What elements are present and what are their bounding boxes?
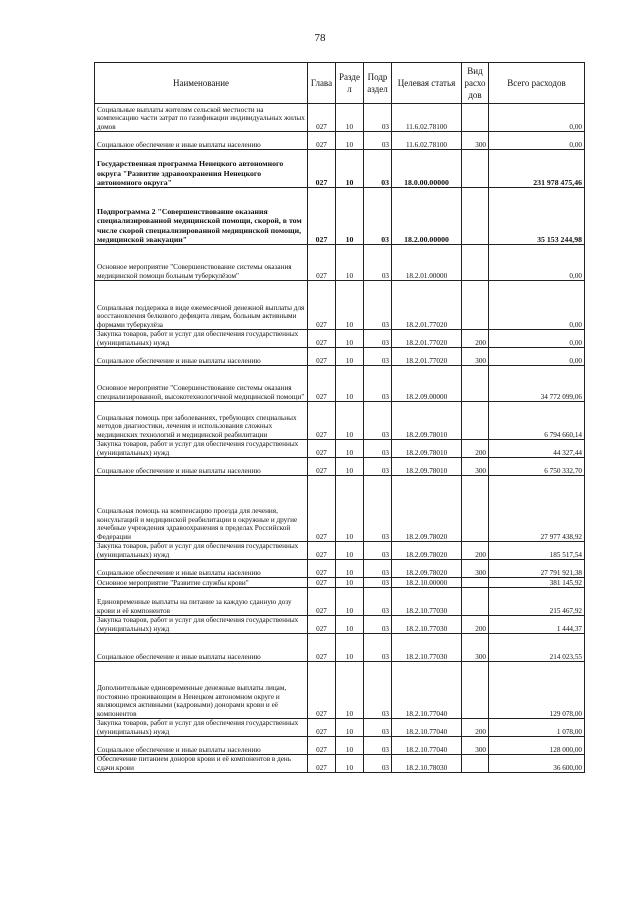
cell-expense-type	[462, 188, 489, 245]
cell-target: 18.2.01.00000	[392, 245, 462, 281]
cell-name: Дополнительные единовременные денежные выплаты лицам, постоянно проживающим в Ненецком автономном округе и являющимся активными (кадровыми) донорами крови и её компонентов	[95, 662, 308, 719]
cell-total: 231 978 475,46	[489, 150, 585, 188]
cell-target: 18.2.10.77030	[392, 634, 462, 662]
cell-section: 10	[336, 245, 364, 281]
cell-chapter: 027	[308, 662, 336, 719]
cell-chapter: 027	[308, 634, 336, 662]
cell-subsection: 03	[364, 104, 392, 132]
cell-expense-type: 300	[462, 132, 489, 150]
cell-name: Государственная программа Ненецкого автономного округа "Развитие здравоохранения Ненецкого автономного округа"	[95, 150, 308, 188]
cell-chapter: 027	[308, 560, 336, 578]
cell-section: 10	[336, 719, 364, 737]
cell-subsection: 03	[364, 150, 392, 188]
cell-chapter: 027	[308, 578, 336, 588]
cell-chapter: 027	[308, 737, 336, 755]
cell-expense-type	[462, 402, 489, 440]
cell-total: 1 444,37	[489, 616, 585, 634]
cell-target: 18.2.10.77040	[392, 737, 462, 755]
cell-expense-type: 200	[462, 542, 489, 560]
cell-chapter: 027	[308, 348, 336, 366]
cell-section: 10	[336, 662, 364, 719]
table-row	[95, 440, 585, 458]
cell-expense-type: 300	[462, 348, 489, 366]
cell-expense-type	[462, 245, 489, 281]
budget-table	[94, 62, 585, 773]
cell-subsection: 03	[364, 542, 392, 560]
cell-subsection: 03	[364, 476, 392, 542]
cell-subsection: 03	[364, 755, 392, 773]
cell-subsection: 03	[364, 616, 392, 634]
cell-name: Закупка товаров, работ и услуг для обеспечения государственных (муниципальных) нужд	[95, 440, 308, 458]
cell-expense-type: 200	[462, 616, 489, 634]
cell-total: 214 023,55	[489, 634, 585, 662]
table-row	[95, 476, 585, 542]
cell-target: 18.2.10.77030	[392, 588, 462, 616]
cell-subsection: 03	[364, 440, 392, 458]
cell-target: 18.2.09.78020	[392, 542, 462, 560]
cell-name: Закупка товаров, работ и услуг для обеспечения государственных (муниципальных) нужд	[95, 330, 308, 348]
cell-name: Социальное обеспечение и иные выплаты населению	[95, 634, 308, 662]
cell-section: 10	[336, 188, 364, 245]
cell-expense-type: 300	[462, 458, 489, 476]
cell-chapter: 027	[308, 616, 336, 634]
cell-target: 18.2.00.00000	[392, 188, 462, 245]
cell-subsection: 03	[364, 281, 392, 330]
cell-target: 18.2.09.78010	[392, 440, 462, 458]
table-row	[95, 737, 585, 755]
table-row	[95, 104, 585, 132]
cell-total: 6 794 660,14	[489, 402, 585, 440]
cell-total: 35 153 244,98	[489, 188, 585, 245]
cell-target: 18.2.01.77020	[392, 281, 462, 330]
cell-target: 18.2.09.00000	[392, 366, 462, 402]
cell-name: Подпрограмма 2 "Совершенствование оказания специализированной медицинской помощи, скорой, в том числе скорой специализированной медицинской помощи, медицинской эвакуации"	[95, 188, 308, 245]
cell-expense-type	[462, 578, 489, 588]
table-row	[95, 402, 585, 440]
cell-target: 18.2.10.77040	[392, 662, 462, 719]
cell-subsection: 03	[364, 188, 392, 245]
cell-target: 18.2.09.78020	[392, 560, 462, 578]
cell-subsection: 03	[364, 588, 392, 616]
table-row	[95, 245, 585, 281]
cell-total: 0,00	[489, 330, 585, 348]
cell-expense-type	[462, 476, 489, 542]
cell-chapter: 027	[308, 245, 336, 281]
cell-section: 10	[336, 560, 364, 578]
cell-subsection: 03	[364, 330, 392, 348]
cell-target: 11.6.02.78100	[392, 132, 462, 150]
cell-chapter: 027	[308, 402, 336, 440]
cell-section: 10	[336, 330, 364, 348]
cell-target: 18.2.10.78030	[392, 755, 462, 773]
cell-total: 0,00	[489, 132, 585, 150]
cell-target: 11.6.02.78100	[392, 104, 462, 132]
cell-total: 0,00	[489, 245, 585, 281]
cell-target: 18.2.09.78010	[392, 458, 462, 476]
table-row	[95, 588, 585, 616]
header-expense-type: Вид расхо дов	[462, 63, 489, 104]
cell-subsection: 03	[364, 458, 392, 476]
cell-expense-type	[462, 662, 489, 719]
cell-chapter: 027	[308, 104, 336, 132]
header-chapter: Глава	[308, 63, 336, 104]
table-row	[95, 616, 585, 634]
cell-total: 215 467,92	[489, 588, 585, 616]
cell-chapter: 027	[308, 458, 336, 476]
cell-name: Социальное обеспечение и иные выплаты населению	[95, 458, 308, 476]
cell-expense-type	[462, 755, 489, 773]
cell-target: 18.2.10.77040	[392, 719, 462, 737]
cell-section: 10	[336, 104, 364, 132]
cell-section: 10	[336, 366, 364, 402]
cell-chapter: 027	[308, 542, 336, 560]
cell-name: Социальные выплаты жителям сельской местности на компенсацию части затрат по газификации индивидуальных жилых домов	[95, 104, 308, 132]
table-row	[95, 662, 585, 719]
cell-expense-type	[462, 281, 489, 330]
cell-chapter: 027	[308, 588, 336, 616]
table-row	[95, 330, 585, 348]
cell-subsection: 03	[364, 634, 392, 662]
cell-target: 18.2.01.77020	[392, 348, 462, 366]
cell-section: 10	[336, 150, 364, 188]
cell-expense-type: 200	[462, 330, 489, 348]
cell-total: 129 078,00	[489, 662, 585, 719]
cell-subsection: 03	[364, 245, 392, 281]
cell-chapter: 027	[308, 188, 336, 245]
cell-expense-type: 300	[462, 560, 489, 578]
table-row	[95, 542, 585, 560]
cell-target: 18.2.10.77030	[392, 616, 462, 634]
cell-total: 1 078,00	[489, 719, 585, 737]
cell-name: Социальная поддержка в виде ежемесячной денежной выплаты для восстановления белкового дефицита лицам, больным активными формами туберкулёза	[95, 281, 308, 330]
cell-chapter: 027	[308, 476, 336, 542]
cell-name: Обеспечение питанием доноров крови и её компонентов в день сдачи крови	[95, 755, 308, 773]
cell-section: 10	[336, 578, 364, 588]
cell-section: 10	[336, 476, 364, 542]
cell-chapter: 027	[308, 150, 336, 188]
table-row	[95, 634, 585, 662]
cell-subsection: 03	[364, 578, 392, 588]
table-row	[95, 560, 585, 578]
cell-chapter: 027	[308, 719, 336, 737]
table-row	[95, 366, 585, 402]
header-name: Наименование	[95, 63, 308, 104]
cell-name: Закупка товаров, работ и услуг для обеспечения государственных (муниципальных) нужд	[95, 542, 308, 560]
cell-chapter: 027	[308, 440, 336, 458]
cell-name: Социальное обеспечение и иные выплаты населению	[95, 560, 308, 578]
cell-section: 10	[336, 616, 364, 634]
cell-name: Социальное обеспечение и иные выплаты населению	[95, 348, 308, 366]
cell-section: 10	[336, 755, 364, 773]
cell-total: 44 327,44	[489, 440, 585, 458]
cell-total: 6 750 332,70	[489, 458, 585, 476]
cell-name: Закупка товаров, работ и услуг для обеспечения государственных (муниципальных) нужд	[95, 616, 308, 634]
cell-name: Социальная помощь при заболеваниях, требующих специальных методов диагностики, лечения и использования сложных медицинских технологий и медицинской реабилитации	[95, 402, 308, 440]
cell-total: 0,00	[489, 281, 585, 330]
table-row	[95, 755, 585, 773]
cell-name: Основное мероприятие "Совершенствование системы оказания медицинской помощи больным туберкулёзом"	[95, 245, 308, 281]
header-section: Разде л	[336, 63, 364, 104]
cell-section: 10	[336, 588, 364, 616]
cell-chapter: 027	[308, 755, 336, 773]
table-row	[95, 281, 585, 330]
table-row	[95, 132, 585, 150]
cell-expense-type: 200	[462, 719, 489, 737]
cell-section: 10	[336, 458, 364, 476]
cell-total: 128 000,00	[489, 737, 585, 755]
cell-name: Социальное обеспечение и иные выплаты населению	[95, 737, 308, 755]
table-row	[95, 348, 585, 366]
cell-name: Основное мероприятие "Развитие службы крови"	[95, 578, 308, 588]
cell-section: 10	[336, 348, 364, 366]
cell-total: 0,00	[489, 348, 585, 366]
cell-subsection: 03	[364, 402, 392, 440]
cell-subsection: 03	[364, 348, 392, 366]
table-row	[95, 188, 585, 245]
table-body	[95, 104, 585, 773]
cell-section: 10	[336, 542, 364, 560]
cell-section: 10	[336, 737, 364, 755]
cell-expense-type	[462, 588, 489, 616]
cell-name: Основное мероприятие "Совершенствование системы оказания специализированной, высокотехнологичной медицинской помощи"	[95, 366, 308, 402]
table-header-row	[95, 63, 585, 104]
cell-name: Единовременные выплаты на питание за каждую сданную дозу крови и её компонентов	[95, 588, 308, 616]
table-row	[95, 719, 585, 737]
table-row	[95, 150, 585, 188]
cell-name: Социальное обеспечение и иные выплаты населению	[95, 132, 308, 150]
cell-total: 36 600,00	[489, 755, 585, 773]
page-number: 78	[314, 32, 326, 44]
cell-subsection: 03	[364, 366, 392, 402]
cell-subsection: 03	[364, 662, 392, 719]
cell-expense-type	[462, 150, 489, 188]
cell-total: 27 791 921,38	[489, 560, 585, 578]
cell-expense-type: 300	[462, 737, 489, 755]
cell-name: Закупка товаров, работ и услуг для обеспечения государственных (муниципальных) нужд	[95, 719, 308, 737]
cell-target: 18.2.09.78020	[392, 476, 462, 542]
cell-subsection: 03	[364, 737, 392, 755]
cell-section: 10	[336, 440, 364, 458]
cell-expense-type	[462, 366, 489, 402]
cell-total: 381 145,92	[489, 578, 585, 588]
cell-total: 27 977 438,92	[489, 476, 585, 542]
header-subsection: Подр аздел	[364, 63, 392, 104]
cell-name: Социальная помощь на компенсацию проезда для лечения, консультаций и медицинской реабилитации в окружные и другие лечебные учреждения здравоохранения в пределах Российской Федерации	[95, 476, 308, 542]
cell-section: 10	[336, 634, 364, 662]
cell-expense-type: 200	[462, 440, 489, 458]
cell-chapter: 027	[308, 366, 336, 402]
cell-target: 18.2.10.00000	[392, 578, 462, 588]
cell-chapter: 027	[308, 281, 336, 330]
cell-subsection: 03	[364, 560, 392, 578]
cell-target: 18.2.09.78010	[392, 402, 462, 440]
cell-total: 0,00	[489, 104, 585, 132]
cell-target: 18.2.01.77020	[392, 330, 462, 348]
cell-section: 10	[336, 281, 364, 330]
cell-chapter: 027	[308, 132, 336, 150]
cell-chapter: 027	[308, 330, 336, 348]
cell-section: 10	[336, 402, 364, 440]
cell-total: 185 517,54	[489, 542, 585, 560]
cell-expense-type	[462, 104, 489, 132]
table-row	[95, 458, 585, 476]
cell-subsection: 03	[364, 132, 392, 150]
table-row	[95, 578, 585, 588]
cell-section: 10	[336, 132, 364, 150]
header-target: Целевая статья	[392, 63, 462, 104]
cell-subsection: 03	[364, 719, 392, 737]
cell-total: 34 772 099,06	[489, 366, 585, 402]
header-total: Всего расходов	[489, 63, 585, 104]
cell-expense-type: 300	[462, 634, 489, 662]
cell-target: 18.0.00.00000	[392, 150, 462, 188]
